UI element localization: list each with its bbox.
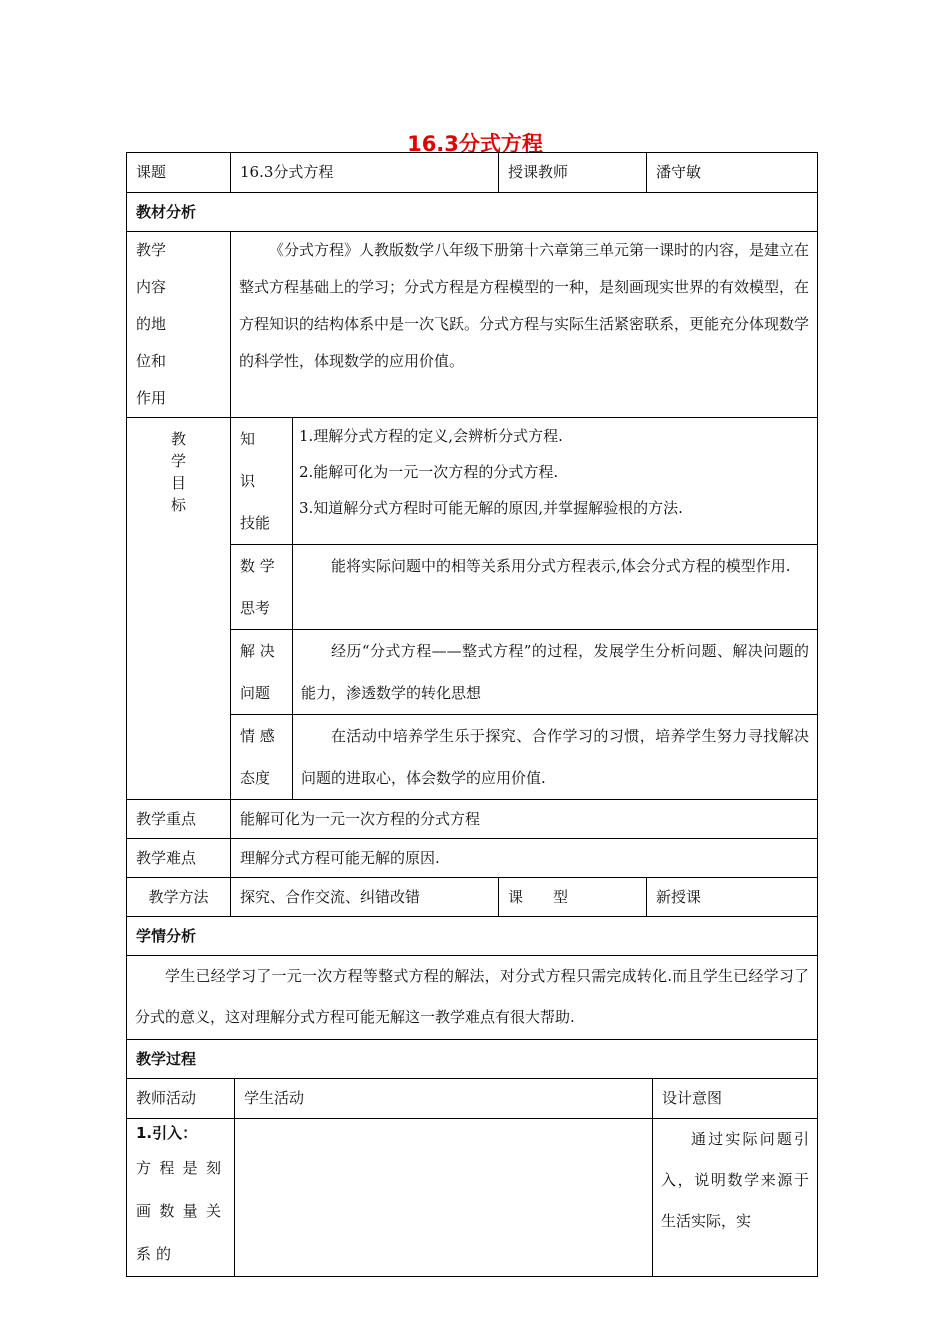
key-point-label: 教学重点 bbox=[127, 800, 231, 839]
step1-teacher-cell bbox=[127, 1119, 235, 1277]
knowledge-item: 3.知道解分式方程时可能无解的原因,并掌握解验根的方法. bbox=[299, 499, 683, 517]
students-heading: 学情分析 bbox=[127, 917, 818, 956]
knowledge-label: 知 识 技能 bbox=[231, 418, 293, 545]
difficulty-row bbox=[127, 839, 818, 878]
attitude-label: 情 感 态度 bbox=[231, 715, 293, 800]
method-label: 教学方法 bbox=[127, 878, 231, 917]
step1-student-cell bbox=[235, 1119, 653, 1277]
attitude-text: 在活动中培养学生乐于探究、合作学习的习惯，培养学生努力寻找解决问题的进取心，体会数学的应用价值. bbox=[293, 715, 818, 800]
goal-problem-row bbox=[127, 630, 818, 715]
topic-value: 16.3分式方程 bbox=[231, 153, 499, 193]
col-student-activity: 学生活动 bbox=[235, 1079, 653, 1119]
problem-label: 解 决 问题 bbox=[231, 630, 293, 715]
students-text-row bbox=[127, 956, 818, 1040]
goal-knowledge-row bbox=[127, 418, 818, 545]
knowledge-item: 2.能解可化为一元一次方程的分式方程. bbox=[299, 463, 559, 481]
goal-thinking-row bbox=[127, 545, 818, 630]
process-heading: 教学过程 bbox=[127, 1040, 818, 1079]
students-heading-row bbox=[127, 917, 818, 956]
process-columns-row bbox=[127, 1079, 818, 1119]
material-role-row bbox=[127, 232, 818, 418]
thinking-text: 能将实际问题中的相等关系用分式方程表示,体会分式方程的模型作用. bbox=[293, 545, 818, 630]
col-teacher-activity: 教师活动 bbox=[127, 1079, 235, 1119]
step1-design-cell: 通过实际问题引入，说明数学来源于生活实际，实 bbox=[653, 1119, 818, 1277]
problem-text: 经历“分式方程——整式方程”的过程，发展学生分析问题、解决问题的能力，渗透数学的转化思想 bbox=[293, 630, 818, 715]
students-text: 学生已经学习了一元一次方程等整式方程的解法，对分式方程只需完成转化.而且学生已经学习了分式的意义，这对理解分式方程可能无解这一教学难点有很大帮助. bbox=[127, 956, 818, 1040]
lesson-type-value: 新授课 bbox=[647, 878, 818, 917]
material-heading: 教材分析 bbox=[127, 193, 818, 232]
thinking-label: 数 学 思考 bbox=[231, 545, 293, 630]
topic-row bbox=[127, 153, 818, 193]
goals-label: 教学目标 bbox=[127, 418, 231, 800]
step1-title: 1.引入： bbox=[136, 1124, 198, 1142]
knowledge-item: 1.理解分式方程的定义,会辨析分式方程. bbox=[299, 427, 563, 445]
teacher-label: 授课教师 bbox=[499, 153, 647, 193]
step1-text: 方程是刻画数量关系的 bbox=[136, 1159, 226, 1263]
difficulty-text: 理解分式方程可能无解的原因. bbox=[231, 839, 818, 878]
material-heading-row bbox=[127, 193, 818, 232]
role-text: 《分式方程》人教版数学八年级下册第十六章第三单元第一课时的内容，是建立在整式方程基础上的学习；分式方程是方程模型的一种，是刻画现实世界的有效模型，在方程知识的结构体系中是一次飞跃。分式方程与实际生活紧密联系，更能充分体现数学的科学性，体现数学的应用价值。 bbox=[231, 232, 818, 418]
process-heading-row bbox=[127, 1040, 818, 1079]
key-point-row bbox=[127, 800, 818, 839]
document-title: 16.3分式方程 bbox=[407, 132, 543, 156]
method-text: 探究、合作交流、纠错改错 bbox=[231, 878, 499, 917]
key-point-text: 能解可化为一元一次方程的分式方程 bbox=[231, 800, 818, 839]
lesson-type-label: 课 型 bbox=[499, 878, 647, 917]
role-label: 教学 内容 的地 位和 作用 bbox=[127, 232, 231, 418]
col-design-intent: 设计意图 bbox=[653, 1079, 818, 1119]
difficulty-label: 教学难点 bbox=[127, 839, 231, 878]
goal-attitude-row bbox=[127, 715, 818, 800]
process-step-row bbox=[127, 1119, 818, 1277]
teacher-value: 潘守敏 bbox=[647, 153, 818, 193]
method-row bbox=[127, 878, 818, 917]
lesson-plan-table bbox=[126, 152, 818, 1277]
knowledge-list bbox=[293, 418, 818, 545]
topic-label: 课题 bbox=[127, 153, 231, 193]
